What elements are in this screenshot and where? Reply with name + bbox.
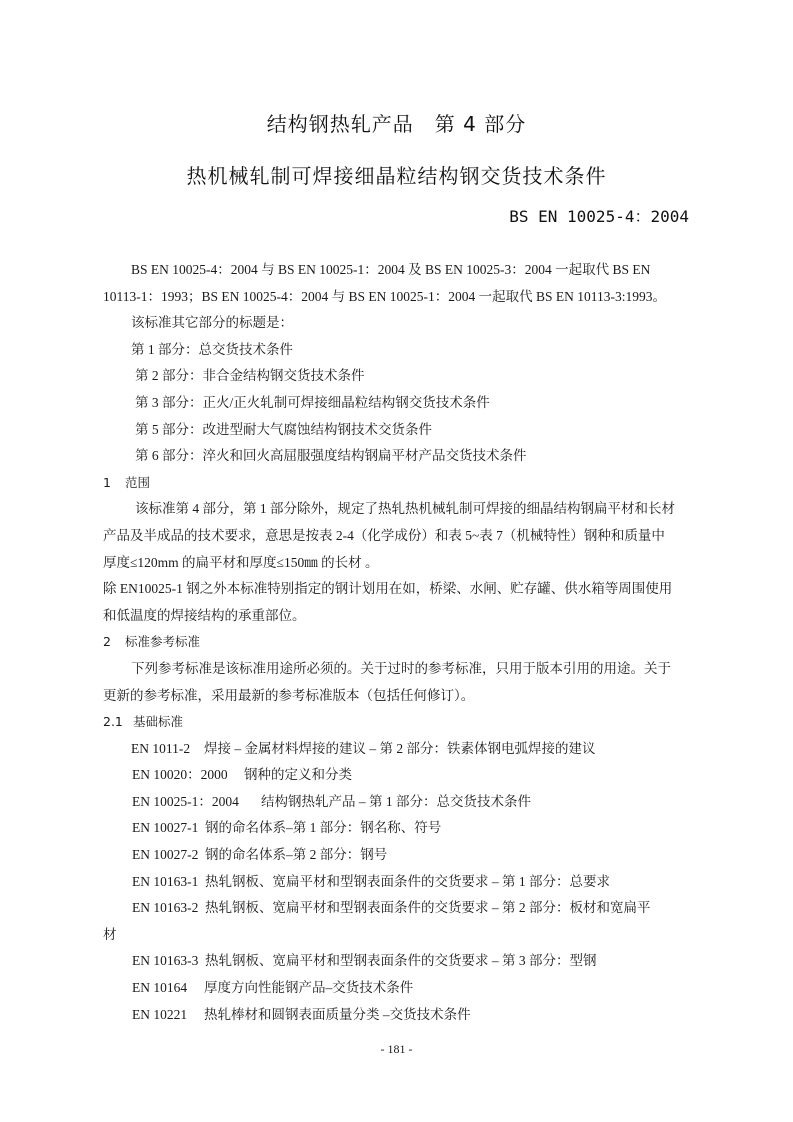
reference-code: EN 10027-2 (132, 847, 199, 863)
part-list-item: 第 3 部分：正火/正火轧制可焊接细晶粒结构钢交货技术条件 (135, 394, 490, 410)
reference-code: EN 10020：2000 (132, 767, 228, 783)
references-paragraph-line: 下列参考标准是该标准用途所必须的。关于过时的参考标准，只用于版本引用的用途。关于 (131, 660, 671, 676)
other-parts-label: 该标准其它部分的标题是： (131, 315, 293, 331)
document-title-line2: 热机械轧制可焊接细晶粒结构钢交货技术条件 (186, 164, 607, 188)
reference-item (103, 895, 690, 922)
section-number: 1 (103, 474, 111, 490)
reference-title: 钢的命名体系–第 2 部分：钢号 (205, 847, 388, 863)
reference-item (103, 789, 690, 816)
reference-code: EN 10164 (132, 980, 188, 996)
reference-title: 热轧钢板、宽扁平材和型钢表面条件的交货要求 – 第 3 部分：型钢 (205, 953, 597, 969)
reference-code: EN 1011-2 (131, 740, 191, 756)
scope-paragraph-line: 厚度≤120mm 的扁平材和厚度≤150㎜ 的长材 。 (103, 554, 379, 570)
reference-code: EN 10221 (132, 1006, 188, 1022)
reference-item (103, 975, 690, 1002)
reference-code: EN 10163-3 (132, 953, 199, 969)
subsection-number: 2.1 (103, 714, 123, 730)
scope-paragraph-line: 该标准第 4 部分，第 1 部分除外，规定了热轧热机械轧制可焊接的细晶结构钢扁平材和长材 (135, 501, 675, 517)
reference-title: 钢的命名体系–第 1 部分：钢名称、符号 (205, 820, 442, 836)
scope-paragraph-line: 除 EN10025-1 钢之外本标准特别指定的钢计划用在如，桥梁、水闸、贮存罐、供水箱等周围使用 (103, 581, 673, 597)
reference-item (103, 762, 690, 789)
part-list-item: 第 2 部分：非合金结构钢交货技术条件 (135, 368, 365, 384)
part-list-item: 第 6 部分：淬火和回火高屈服强度结构钢扁平材产品交货技术条件 (135, 448, 527, 464)
part-list-item: 第 5 部分：改进型耐大气腐蚀结构钢技术交货条件 (135, 421, 432, 437)
references-paragraph-line: 更新的参考标准，采用最新的参考标准版本（包括任何修订）。 (103, 687, 475, 703)
reference-item (103, 1002, 690, 1029)
reference-title: 钢种的定义和分类 (244, 767, 352, 783)
subsection-heading-basic-standards (103, 709, 690, 736)
subsection-title: 基础标准 (133, 714, 184, 730)
reference-code: EN 10163-1 (132, 873, 199, 889)
section-number: 2 (103, 634, 111, 650)
reference-item (103, 736, 690, 763)
reference-title: 厚度方向性能钢产品–交货技术条件 (204, 980, 414, 996)
intro-line: BS EN 10025-4：2004 与 BS EN 10025-1：2004 及 BS EN 10025-3：2004 一起取代 BS EN (131, 262, 651, 277)
reference-item (103, 869, 690, 896)
standard-code: BS EN 10025-4：2004 (509, 207, 689, 226)
reference-code: EN 10025-1：2004 (132, 793, 239, 809)
scope-paragraph-line: 和低温度的焊接结构的承重部位。 (103, 607, 306, 623)
section-heading-references (103, 629, 690, 656)
document-body (103, 257, 690, 1028)
reference-item (103, 815, 690, 842)
reference-item-wrap: 材 (103, 926, 117, 942)
reference-item (103, 842, 690, 869)
reference-title: 焊接 – 金属材料焊接的建议 – 第 2 部分：铁素体钢电弧焊接的建议 (204, 740, 596, 756)
reference-title: 结构钢热轧产品 – 第 1 部分：总交货技术条件 (261, 793, 531, 809)
reference-title: 热轧钢板、宽扁平材和型钢表面条件的交货要求 – 第 1 部分：总要求 (205, 873, 610, 889)
scope-paragraph-line: 产品及半成品的技术要求，意思是按表 2-4（化学成份）和表 5~表 7（机械特性）钢种和质量中 (103, 527, 665, 543)
page-number: - 181 - (380, 1042, 413, 1056)
part-list-item: 第 1 部分：总交货技术条件 (131, 341, 293, 357)
intro-line: 10113-1：1993；BS EN 10025-4：2004 与 BS EN 10025-1：2004 一起取代 BS EN 10113-3:1993。 (103, 288, 667, 304)
document-title-line1: 结构钢热轧产品 第 4 部分 (266, 112, 527, 136)
section-title: 标准参考标准 (125, 634, 201, 650)
reference-code: EN 10163-2 (132, 900, 199, 916)
section-title: 范围 (125, 474, 151, 490)
reference-item (103, 948, 690, 975)
reference-code: EN 10027-1 (132, 820, 199, 836)
section-heading-scope (103, 470, 690, 497)
reference-title: 热轧钢板、宽扁平材和型钢表面条件的交货要求 – 第 2 部分：板材和宽扁平 (205, 900, 651, 916)
reference-title: 热轧棒材和圆钢表面质量分类 –交货技术条件 (204, 1006, 471, 1022)
